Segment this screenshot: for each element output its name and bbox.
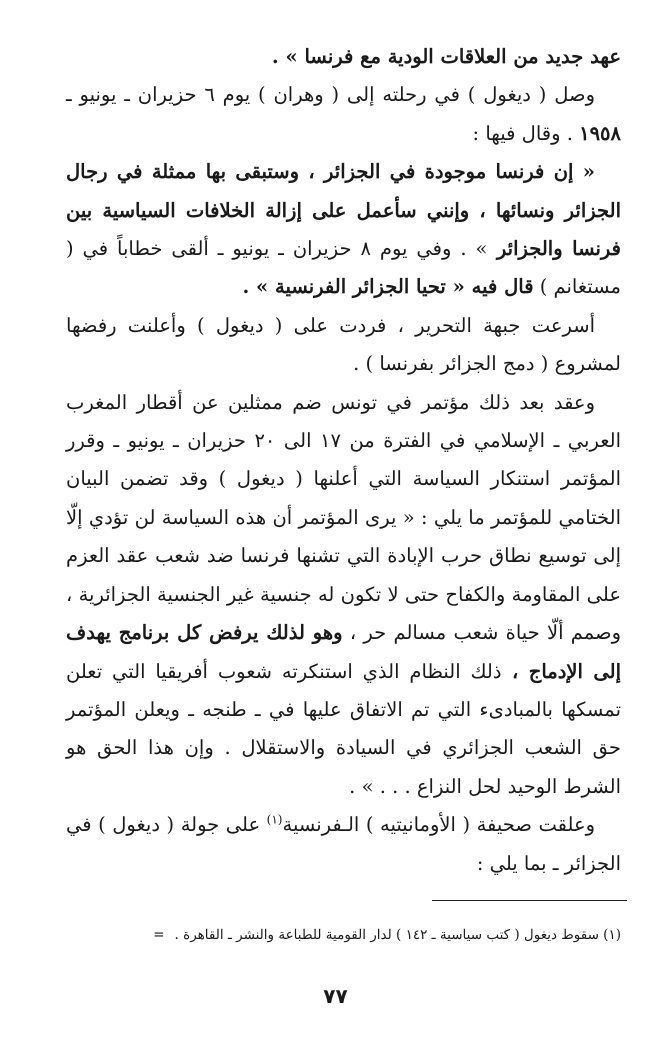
text-run: » . وفي يوم ٨ حزيران ـ يونيو ـ ألقى خطاباً في ( مستغانم ) [66,237,621,299]
text-run: على جولة ( ديغول ) في الجزائر ـ بما يلي : [66,813,621,875]
text-run: . وقال فيها : [472,121,580,145]
paragraph [66,153,621,307]
footnote-continuation-mark: = [153,927,165,943]
bold-text-run: « إن فرنسا موجودة في الجزائر ، وستبقى بها ممثلة في رجال الجزائر ونسائها ، وإنني سأعمل على إزالة الخلافات السياسية بين فرنسا والجزائر [66,160,621,261]
footnote-reference: (١) [266,812,283,827]
paragraph [66,38,621,76]
text-run: وعلقت صحيفة ( الأومانيتيه ) الـفرنسية [282,813,595,837]
paragraph [66,806,621,883]
bold-text-run: ١٩٥٨ [579,121,621,145]
bold-text-run: وهو لذلك يرفض كل برنامج يهدف إلى الإدماج ، [66,621,621,683]
paragraph [66,307,621,384]
paragraph [66,384,621,806]
footnote [40,924,621,946]
footnote-divider [432,900,627,901]
text-run: وعقد بعد ذلك مؤتمر في تونس ضم ممثلين عن أقطار المغرب العربي ـ الإسلامي في الفترة من ١٧ الى ٢٠ حزيران ـ يونيو ـ وقرر المؤتمر استنكار السياسة التي أعلنها ( ديغول ) وقد تضمن البيان الختامي للمؤتمر ما يلي : « يرى المؤتمر أن هذه السياسة لن تؤدي إلّا إلى توسيع نطاق حرب الإبادة التي تشنها فرنسا ضد شعب عقد العزم على المقاومة والكفاح حتى لا تكون له جنسية غير الجنسية الجزائرية ، وصمم ألّا حياة شعب مسالم حر ، [66,390,622,645]
text-run: وصل ( ديغول ) في رحلته إلى ( وهران ) يوم ٦ حزيران ـ يونيو ـ [66,83,595,107]
text-run: أسرعت جبهة التحرير ، فردت على ( ديغول ) وأعلنت رفضها لمشروع ( دمج الجزائر بفرنسا ) . [66,313,621,376]
page-number: ٧٧ [323,984,348,1008]
bold-text-run: قال فيه « تحيا الجزائر الفرنسية » . [242,275,534,299]
paragraph [66,76,621,153]
main-text [66,38,621,883]
text-run: ذلك النظام الذي استنكرته شعوب أفريقيا التي تعلن تمسكها بالمبادىء التي تم الاتفاق عليها في ـ طنجه ـ ويعلن المؤتمر حق الشعب الجزائري في السيادة والاستقلال . وإن هذا الحق هو الشرط الوحيد لحل النزاع . . . » . [66,659,621,798]
footnote-text: (١) سقوط ديغول ( كتب سياسية ـ ١٤٢ ) لدار القومية للطباعة والنشر ـ القاهرة . [174,927,621,943]
bold-text-run: عهد جديد من العلاقات الودية مع فرنسا » . [271,45,621,68]
